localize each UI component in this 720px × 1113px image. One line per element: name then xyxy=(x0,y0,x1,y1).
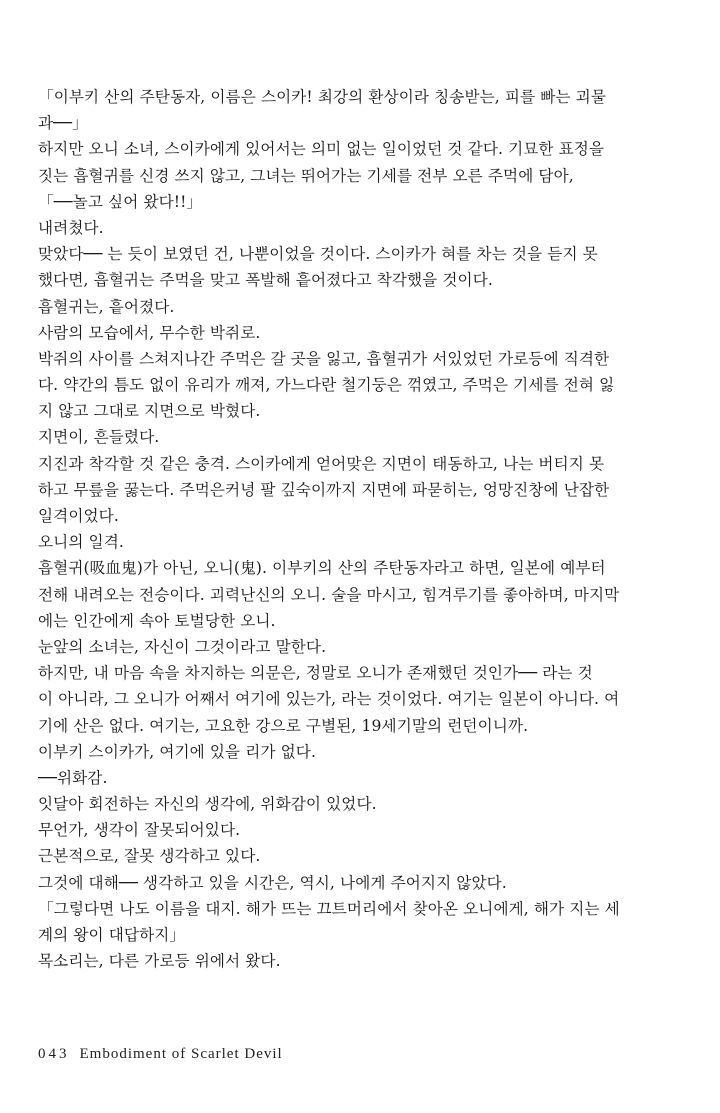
text-line: ──위화감. xyxy=(38,768,108,787)
text-line: 하지만, 내 마음 속을 차지하는 의문은, 정말로 오니가 존재했던 것인가── 라는 것 xyxy=(38,664,593,683)
text-line: 흡혈귀(吸血鬼)가 아닌, 오니(鬼). 이부키의 산의 주탄동자라고 하면, 일본에 예부터 xyxy=(38,559,606,578)
text-line: 이부키 스이카가, 여기에 있을 리가 없다. xyxy=(38,742,317,761)
text-line: 했다면, 흡혈귀는 주먹을 맞고 폭발해 흩어졌다고 착각했을 것이다. xyxy=(38,271,493,290)
text-line: 「이부키 산의 주탄동자, 이름은 스이카! 최강의 환상이라 칭송받는, 피를 빠는 괴물 xyxy=(38,88,606,106)
text-line: 다. 약간의 틈도 없이 유리가 깨져, 가느다란 철기둥은 꺾였고, 주먹은 기세를 전혀 잃 xyxy=(38,376,615,395)
text-line: 에는 인간에게 속아 토벌당한 오니. xyxy=(38,611,276,630)
text-line: 사람의 모습에서, 무수한 박쥐로. xyxy=(38,323,261,342)
text-line: 목소리는, 다른 가로등 위에서 왔다. xyxy=(38,952,281,971)
text-line: 「그렇다면 나도 이름을 대지. 해가 뜨는 끄트머리에서 찾아온 오니에게, 해가 지는 세 xyxy=(38,899,620,918)
text-line: 지진과 착각할 것 같은 충격. 스이카에게 얻어맞은 지면이 태동하고, 나는 버티지 못 xyxy=(38,454,605,473)
text-line: 하지만 오니 소녀, 스이카에게 있어서는 의미 없는 일이었던 것 같다. 기묘한 표정을 xyxy=(38,140,605,159)
text-line: 「──놀고 싶어 왔다!!」 xyxy=(38,192,203,211)
text-line: 맞았다── 는 듯이 보였던 건, 나뿐이었을 것이다. 스이카가 혀를 차는 것을 듣지 못 xyxy=(38,245,598,264)
text-line: 이 아니라, 그 오니가 어째서 여기에 있는가, 라는 것이었다. 여기는 일본이 아니다. 여 xyxy=(38,690,620,709)
text-line: 짓는 흡혈귀를 신경 쓰지 않고, 그녀는 뛰어가는 기세를 전부 오른 주먹에 담아, xyxy=(38,166,574,185)
text-line: 잇달아 회전하는 자신의 생각에, 위화감이 있었다. xyxy=(38,795,377,814)
text-line: 계의 왕이 대답하지」 xyxy=(38,926,186,944)
text-line: 근본적으로, 잘못 생각하고 있다. xyxy=(38,847,261,866)
text-line: 흡혈귀는, 흩어졌다. xyxy=(38,297,175,316)
text-line: 내려쳤다. xyxy=(38,218,104,237)
book-title: Embodiment of Scarlet Devil xyxy=(79,1046,283,1062)
text-line: 무언가, 생각이 잘못되어있다. xyxy=(38,821,241,840)
text-line: 오니의 일격. xyxy=(38,533,124,552)
text-line: 눈앞의 소녀는, 자신이 그것이라고 말한다. xyxy=(38,637,327,656)
text-line: 기에 산은 없다. 여기는, 고요한 강으로 구별된, 19세기말의 런던이니까. xyxy=(38,716,529,735)
text-line: 그것에 대해── 생각하고 있을 시간은, 역시, 나에게 주어지지 않았다. xyxy=(38,873,507,892)
text-line: 과──」 xyxy=(38,114,88,133)
text-line: 전해 내려오는 전승이다. 괴력난신의 오니. 술을 마시고, 힘겨루기를 좋아하며, 마지막 xyxy=(38,585,620,604)
text-line: 지 않고 그대로 지면으로 박혔다. xyxy=(38,402,261,421)
text-line: 일격이었다. xyxy=(38,507,119,525)
text-line: 박쥐의 사이를 스쳐지나간 주먹은 갈 곳을 잃고, 흡혈귀가 서있었던 가로등에 직격한 xyxy=(38,349,610,368)
text-line: 지면이, 흔들렸다. xyxy=(38,428,160,447)
body-text xyxy=(38,84,686,974)
page-footer xyxy=(38,1046,283,1063)
page-number: 043 xyxy=(38,1046,70,1062)
text-line: 하고 무릎을 꿇는다. 주먹은커녕 팔 깊숙이까지 지면에 파묻히는, 엉망진창에 난잡한 xyxy=(38,480,610,499)
